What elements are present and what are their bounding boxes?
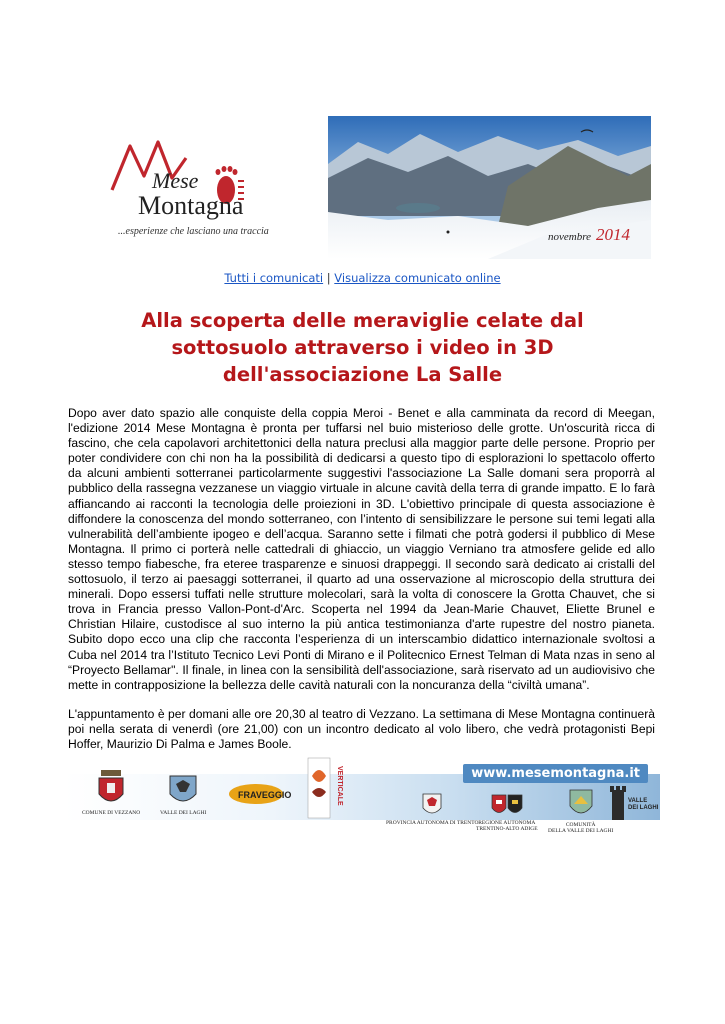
- valle-dei-laghi-crest: [160, 770, 206, 816]
- mese-montagna-logo: [108, 138, 278, 246]
- title-line-1: Alla scoperta delle meraviglie celate dal: [141, 309, 584, 332]
- view-online-link[interactable]: Visualizza comunicato online: [334, 271, 501, 285]
- comunita-caption-2: DELLA VALLE DEI LAGHI: [548, 828, 614, 834]
- eagle-shield-icon: [168, 770, 198, 808]
- verticale-logo: [308, 758, 342, 818]
- verticale-text: VERTICALE: [336, 766, 343, 806]
- logo-word-montagna: Montagna: [138, 191, 244, 220]
- valle-dei-laghi-tower-logo: [610, 784, 658, 824]
- comunita-crest: [548, 786, 613, 834]
- comune-vezzano-crest: [82, 770, 140, 816]
- provincia-trento-crest: [386, 792, 478, 826]
- eagle-shield-icon: [422, 792, 442, 818]
- body-paragraph-1: Dopo aver dato spazio alle conquiste della coppia Meroi - Benet e alla camminata da record di Meegan, l'edizione 2014 Mese Montagna è pronta per tuffarsi nel buio misterioso delle grotte. Un'oscurità ricca di fascino, che cela capolavori architettonici della natura preclusi alla maggior parte delle persone. Proprio per poter condividere con chi non ha la possibilità di dedicarsi a questo tipo di esplorazioni lo spettacolo offerto da alcuni ambienti sotterranei particolarmente suggestivi l'associazione La Salle domani sera proporrà al pubblico della rassegna vezzanese un viaggio virtuale in alcune cavità della terra di grande impatto. E lo farà affiancando ai racconti la tecnologia delle proiezioni in 3D. L'obiettivo principale di questa associazione è diffondere la conoscenza del mondo sotterraneo, con l’intento di sensibilizzare le persone sui temi legati alla vulnerabilità dell’ambiente ipogeo e dell’acqua. Saranno sette i filmati che potrà godersi il pubblico di Mese Montagna. Il primo ci porterà nelle cattedrali di ghiaccio, un viaggio Verniano tra atmosfere gelide ed allo stesso tempo fiabesche, fra eteree trasparenze e sinuosi drappeggi. Il secondo sarà dedicato ai cristalli del sottosuolo, il terzo ai paesaggi sotterranei, il quarto ad una osservazione al microscopio della struttura dei minerali. Dopo essersi tuffati nelle strutture molecolari, sarà la volta di conoscere la Grotta Chauvet, che si trova in Francia presso Vallon-Pont-d'Arc. Scoperta nel 1994 da Jean-Marie Chauvet, Eliette Brunel e Christian Hilaire, custodisce al suo interno la più antica testimonianza d'arte rupestre del nostro pianeta. Subito dopo ecco una clip che racconta l’esperienza di un interscambio didattico internazionale svoltosi a Cuba nel 2014 tra l’Istituto Tecnico Levi Ponti di Mirano e il Politecnico Ernest Telman di Mata nzas in seno al “Proyecto Bellamar". Il finale, in linea con la sensibilità dell'associazione, sarà riservato ad un audiovisivo che mette in contrapposizione la bellezza delle cavità naturali con la noncuranza della “civiltà umana”.: [68, 406, 655, 692]
- sponsor-footer: [64, 758, 660, 858]
- regione-caption-2: TRENTINO-ALTO ADIGE: [476, 826, 538, 832]
- hero-month: novembre: [548, 231, 591, 243]
- shield-icon: [568, 786, 594, 820]
- body-paragraph-2: L'appuntamento è per domani alle ore 20,30 al teatro di Vezzano. La settimana di Mese Montagna continuerà poi nella serata di venerdì (ore 21,00) con un incontro dedicato al volo libero, che vedrà protagonisti Bepi Hoffer, Maurizio Di Palma e James Boole.: [68, 706, 655, 751]
- valle-dei-laghi-caption: VALLE DEI LAGHI: [160, 810, 207, 816]
- title-line-2: sottosuolo attraverso i video in 3D: [171, 336, 554, 359]
- comunita-caption-1: COMUNITÀ: [565, 822, 596, 828]
- comune-vezzano-caption: COMUNE DI VEZZANO: [82, 810, 141, 816]
- provincia-caption: PROVINCIA AUTONOMA DI TRENTO: [386, 820, 479, 826]
- regione-caption-1: REGIONE AUTONOMA: [478, 820, 536, 826]
- website-address: www.mesemontagna.it: [463, 764, 648, 783]
- top-links: [0, 271, 725, 285]
- logo-word-mese: Mese: [152, 168, 199, 193]
- all-press-releases-link[interactable]: Tutti i comunicati: [224, 271, 324, 285]
- fraveggio-logo: [228, 782, 292, 806]
- article-body: [68, 406, 655, 752]
- double-shield-icon: [491, 794, 523, 818]
- shield-icon: [96, 770, 126, 808]
- title-line-3: dell'associazione La Salle: [222, 363, 503, 386]
- article-title: [90, 307, 635, 388]
- valle-tower-text-1: VALLE: [628, 798, 648, 804]
- hero-year: 2014: [596, 225, 630, 244]
- links-separator: |: [326, 271, 331, 285]
- logo-tagline: ...esperienze che lasciano una traccia: [118, 226, 269, 237]
- castle-tower-icon: [610, 784, 658, 824]
- valle-tower-text-2: DEI LAGHI: [628, 805, 659, 811]
- regione-crest: [476, 794, 538, 832]
- hero-mountain-photo: [328, 116, 651, 259]
- fraveggio-text: FRAVEGGIO: [238, 790, 292, 800]
